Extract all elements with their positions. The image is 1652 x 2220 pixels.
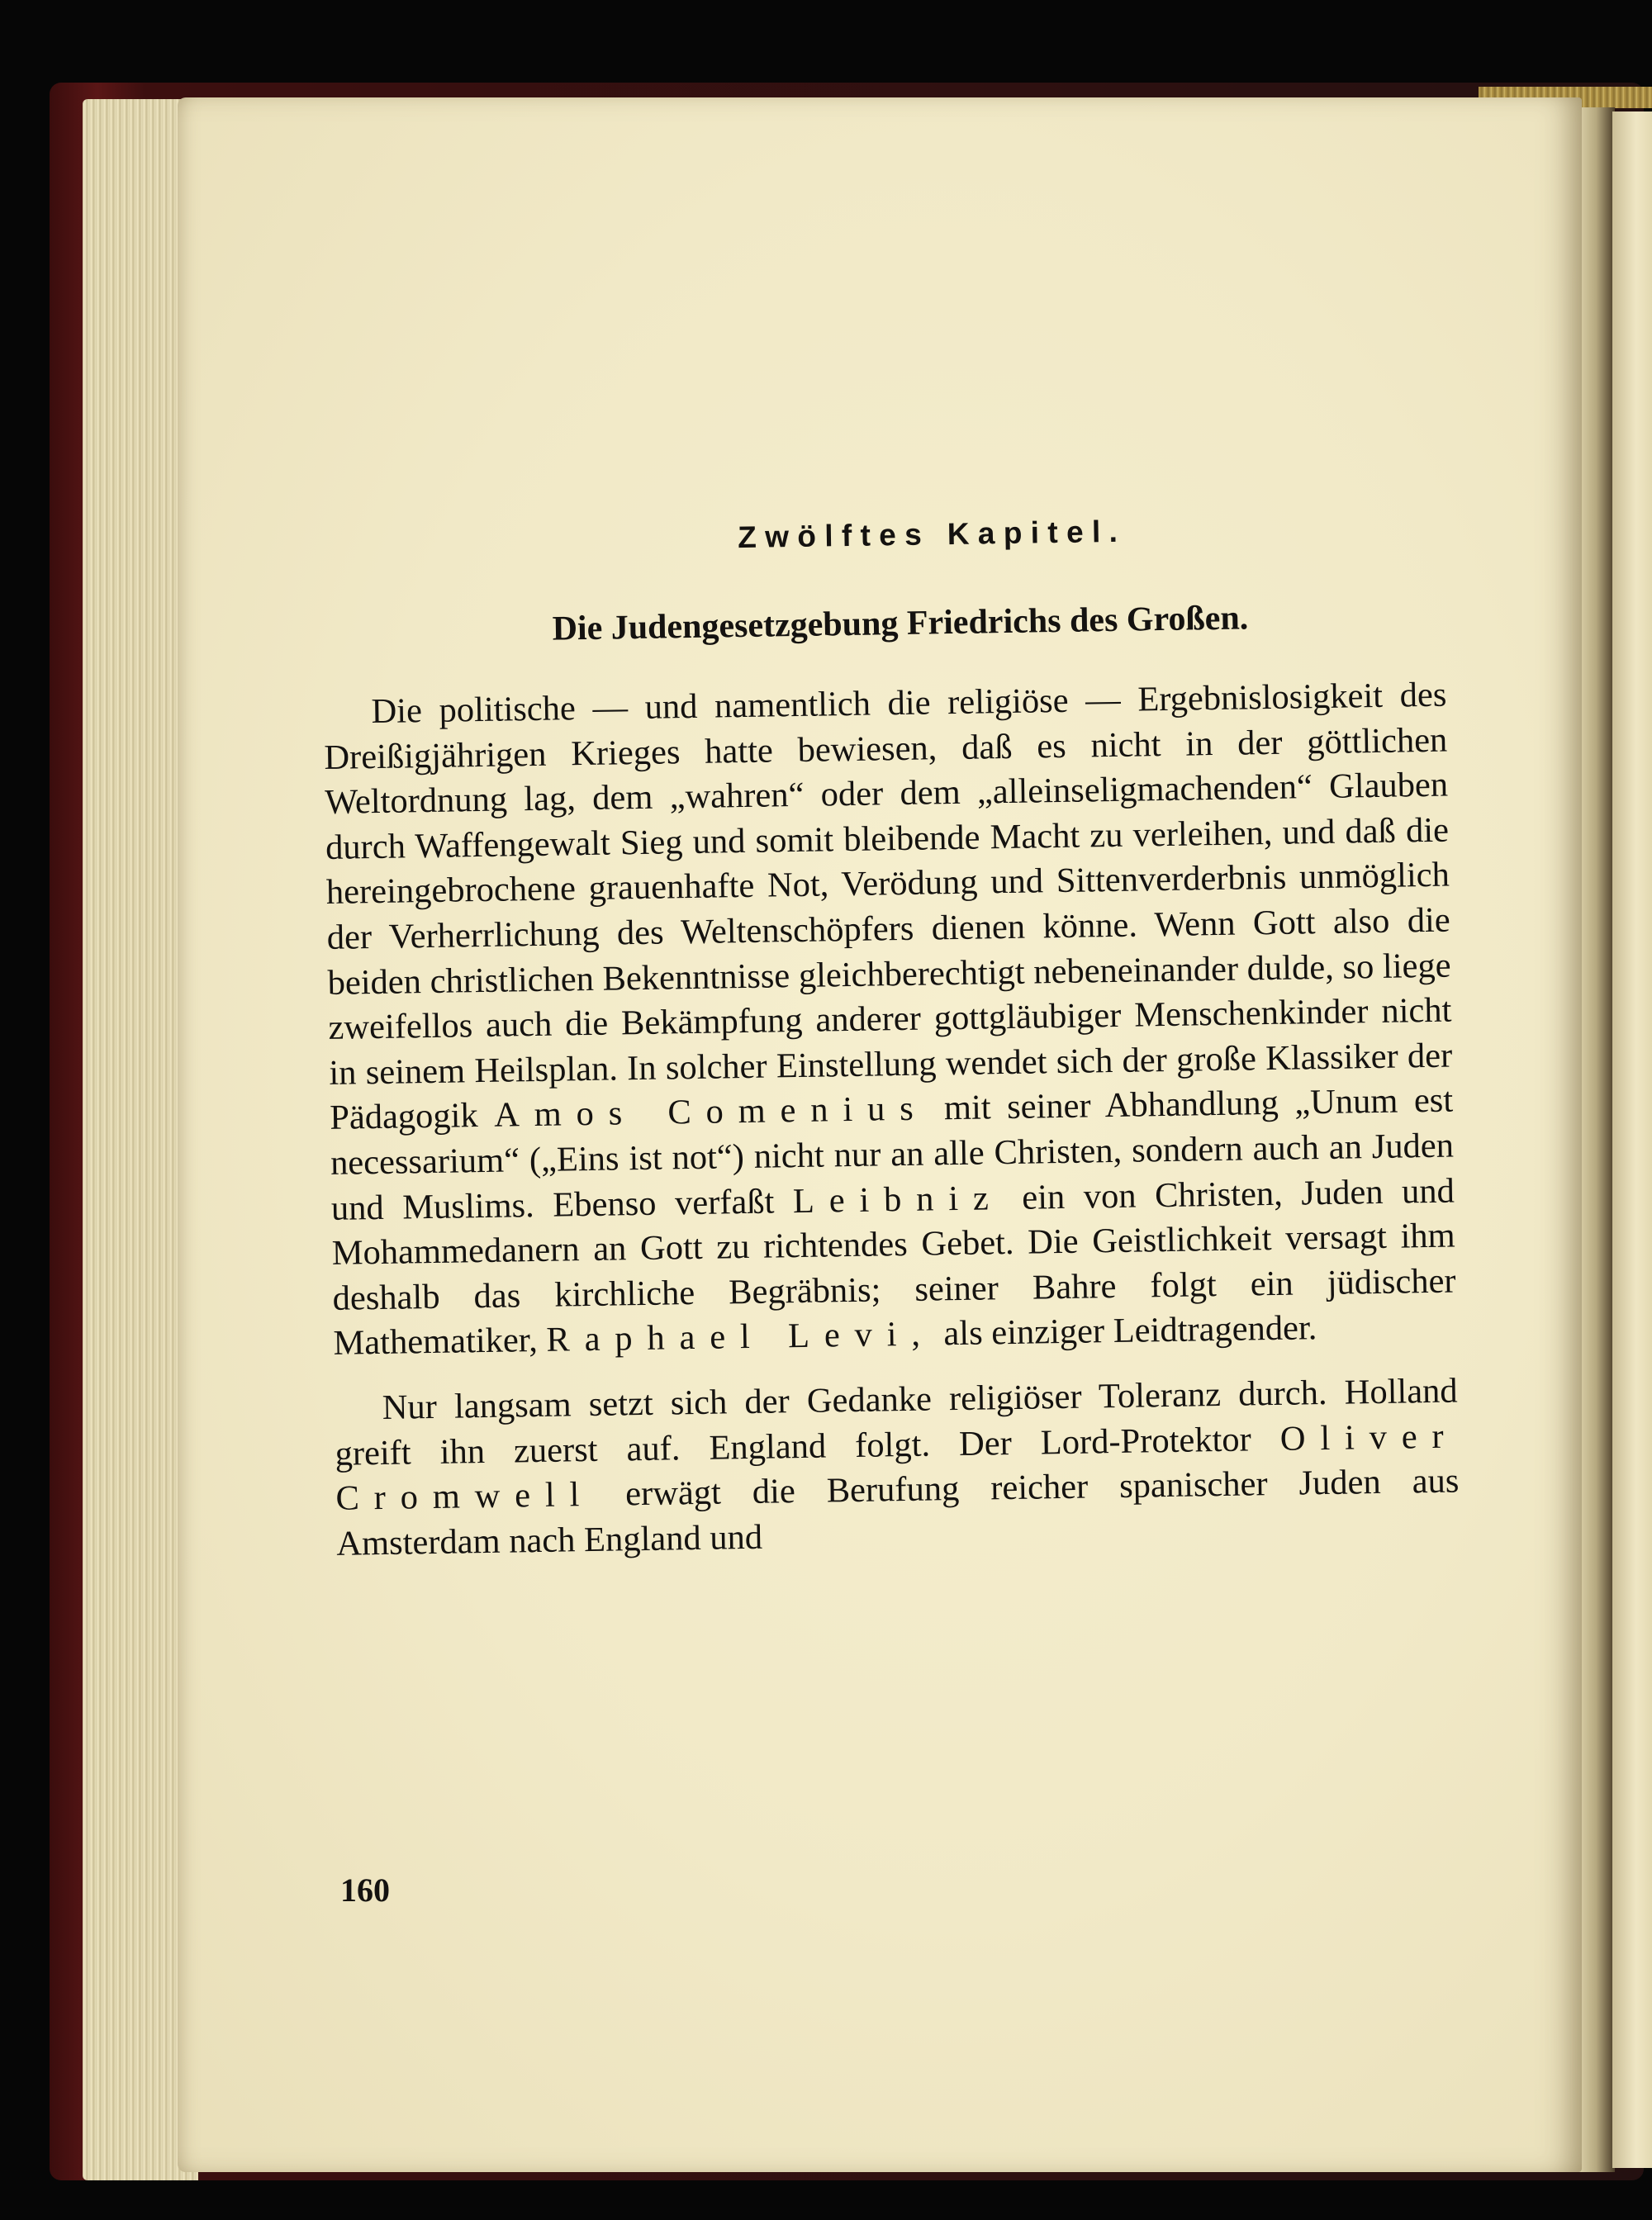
page-text [320, 510, 1460, 1567]
spaced-name: Oliver Cromwell [335, 1416, 1459, 1518]
paragraph-text: Die politische — und namentlich die religiöse — Ergebnislosigkeit des Dreißigjährigen Krieges hatte bewiesen, daß es nicht in der göttlichen Weltordnung lag, dem „wahren“ oder dem „alleinseligmachenden“ Glauben durch Waffengewalt Sieg und somit bleibende Macht zu verleihen, und daß die hereingebrochene grauenhafte Not, Verödung und Sittenverderbnis unmöglich der Verherrlichung des Weltenschöpfers dienen könne. Wenn Gott also die beiden christlichen Bekenntnisse gleichberechtigt nebeneinander dulde, so liege zweifellos auch die Bekämpfung anderer gottgläubiger Menschenkinder nicht in seinem Heilsplan. In solcher Einstellung wendet sich der große Klassiker der Pädagogik [324, 675, 1453, 1138]
chapter-heading: Zwölftes Kapitel. [737, 514, 1127, 555]
spaced-name: Raphael Levi, [546, 1314, 936, 1360]
paragraph-text: mit seiner Abhandlung „Unum est necessarium“ („Eins ist not“) nicht nur an alle Christen, sondern auch an Juden und Muslims. Ebenso verfaßt [330, 1080, 1455, 1228]
opposite-page-edge [1612, 111, 1652, 2168]
paragraph-text: Nur langsam setzt sich der Gedanke religiöser Toleranz durch. Holland greift ihn zuerst auf. England folgt. Der Lord-Protektor [335, 1371, 1458, 1473]
spaced-name: Leibniz [792, 1178, 1004, 1221]
page-number: 160 [340, 1871, 390, 1909]
paragraph-text: erwägt die Berufung reicher spanischer Juden aus Amsterdam nach England und [335, 1461, 1460, 1563]
paragraph-text: ein von Christen, Juden und Mohammedanern an Gott zu richtendes Gebet. Die Geistlichkeit versagt ihm deshalb das kirchliche Begräbnis; seiner Bahre folgt ein jüdischer Mathematiker, [331, 1171, 1456, 1364]
spaced-name: Amos Comenius [493, 1089, 928, 1136]
paragraph-2 [334, 1369, 1460, 1567]
paragraph-text: als einziger Leidtragender. [943, 1308, 1317, 1354]
chapter-title: Die Judengesetzgebung Friedrichs des Großen. [552, 599, 1249, 648]
paragraph-1 [323, 673, 1457, 1367]
